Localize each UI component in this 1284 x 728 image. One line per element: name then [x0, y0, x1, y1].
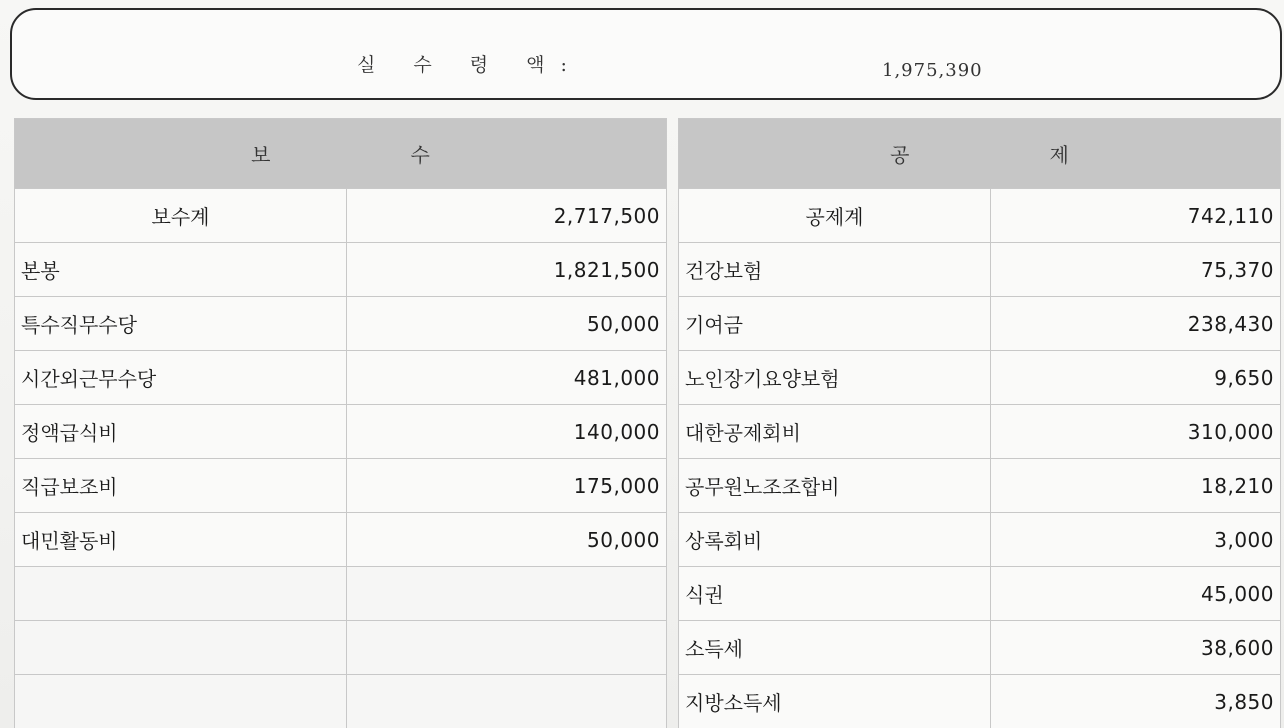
earnings-item-label: 대민활동비 [15, 513, 347, 567]
empty-cell [15, 567, 347, 621]
earnings-item-label: 시간외근무수당 [15, 351, 347, 405]
earnings-item-amount: 481,000 [347, 351, 667, 405]
deductions-table [678, 118, 1281, 728]
empty-cell [347, 621, 667, 675]
table-row [679, 459, 1281, 513]
deductions-header-row [679, 119, 1281, 189]
deductions-item-label: 상록회비 [679, 513, 991, 567]
table-row [679, 243, 1281, 297]
earnings-total-value: 2,717,500 [347, 189, 667, 243]
earnings-item-amount: 140,000 [347, 405, 667, 459]
deductions-header-char: 공 [890, 143, 910, 167]
deductions-item-amount: 45,000 [991, 567, 1281, 621]
earnings-total-label: 보수계 [15, 189, 347, 243]
deductions-item-amount: 310,000 [991, 405, 1281, 459]
earnings-item-amount: 50,000 [347, 297, 667, 351]
deductions-item-amount: 3,850 [991, 675, 1281, 728]
earnings-header-char: 수 [410, 143, 430, 167]
table-row [679, 675, 1281, 728]
earnings-item-amount: 175,000 [347, 459, 667, 513]
deductions-item-amount: 238,430 [991, 297, 1281, 351]
earnings-item-label: 직급보조비 [15, 459, 347, 513]
deductions-header-char: 제 [1049, 143, 1069, 167]
net-pay-box [10, 8, 1282, 100]
empty-cell [347, 675, 667, 728]
deductions-item-label: 공무원노조조합비 [679, 459, 991, 513]
earnings-item-label: 특수직무수당 [15, 297, 347, 351]
deductions-item-amount: 18,210 [991, 459, 1281, 513]
earnings-item-label: 본봉 [15, 243, 347, 297]
table-row [15, 405, 667, 459]
empty-row [15, 675, 667, 728]
deductions-item-label: 건강보험 [679, 243, 991, 297]
net-pay-label: 실 수 령 액: [357, 54, 583, 76]
deductions-total-row [679, 189, 1281, 243]
deductions-total-value: 742,110 [991, 189, 1281, 243]
earnings-total-row [15, 189, 667, 243]
table-row [679, 567, 1281, 621]
empty-row [15, 567, 667, 621]
deductions-item-label: 기여금 [679, 297, 991, 351]
earnings-item-amount: 1,821,500 [347, 243, 667, 297]
earnings-item-label: 정액급식비 [15, 405, 347, 459]
deductions-item-amount: 9,650 [991, 351, 1281, 405]
deductions-item-label: 지방소득세 [679, 675, 991, 728]
deductions-total-label: 공제계 [679, 189, 991, 243]
deductions-item-amount: 38,600 [991, 621, 1281, 675]
deductions-item-label: 노인장기요양보험 [679, 351, 991, 405]
net-pay-value: 1,975,390 [882, 60, 983, 81]
table-row [679, 405, 1281, 459]
earnings-header-char: 보 [251, 143, 271, 167]
earnings-header-row [15, 119, 667, 189]
earnings-item-amount: 50,000 [347, 513, 667, 567]
table-row [679, 351, 1281, 405]
empty-cell [15, 621, 347, 675]
earnings-table [14, 118, 667, 728]
earnings-header [15, 119, 667, 189]
empty-row [15, 621, 667, 675]
empty-cell [347, 567, 667, 621]
deductions-header [679, 119, 1281, 189]
deductions-item-amount: 3,000 [991, 513, 1281, 567]
deductions-item-label: 식권 [679, 567, 991, 621]
table-row [15, 297, 667, 351]
table-row [15, 513, 667, 567]
deductions-item-amount: 75,370 [991, 243, 1281, 297]
table-row [679, 513, 1281, 567]
table-row [679, 297, 1281, 351]
deductions-item-label: 대한공제회비 [679, 405, 991, 459]
deductions-item-label: 소득세 [679, 621, 991, 675]
table-row [15, 243, 667, 297]
empty-cell [15, 675, 347, 728]
table-row [15, 459, 667, 513]
table-row [679, 621, 1281, 675]
table-row [15, 351, 667, 405]
